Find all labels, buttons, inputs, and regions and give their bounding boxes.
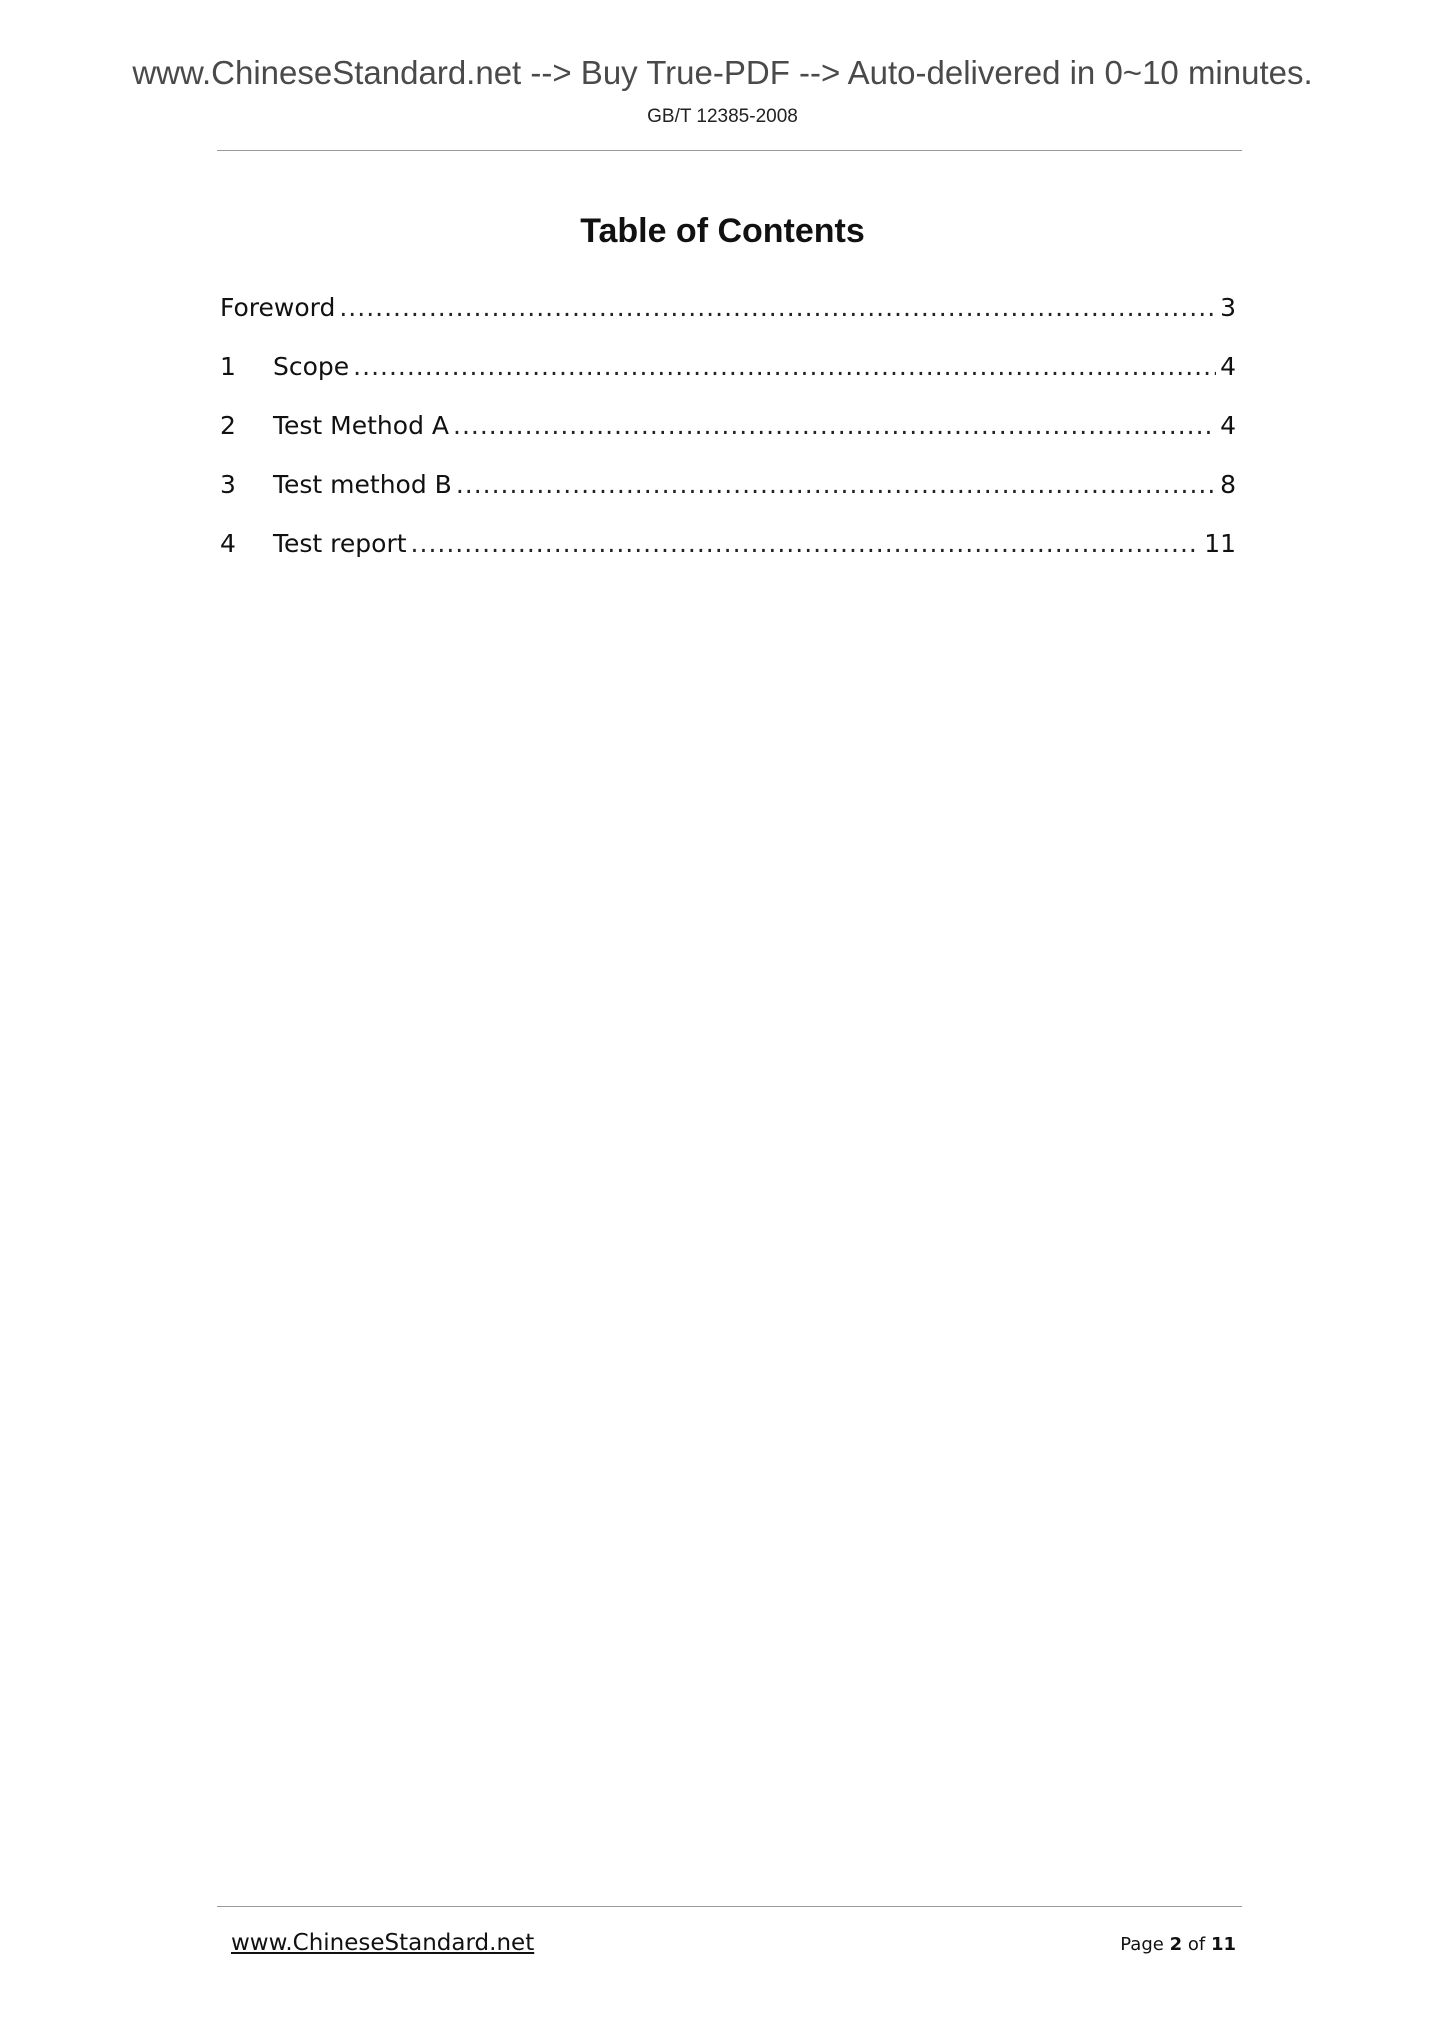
toc-title: Table of Contents bbox=[580, 212, 865, 250]
table-of-contents bbox=[220, 288, 1236, 583]
toc-leader-dots bbox=[453, 406, 1216, 446]
toc-entry-label: Foreword bbox=[220, 293, 336, 322]
toc-entry-number: 2 bbox=[220, 411, 236, 440]
source-banner: www.ChineseStandard.net --> Buy True-PDF --> Auto-delivered in 0~10 minutes. bbox=[132, 54, 1313, 91]
current-page-number: 2 bbox=[1169, 1934, 1183, 1955]
toc-entry-scope[interactable] bbox=[220, 347, 1236, 406]
toc-entry-number: 3 bbox=[220, 470, 236, 499]
toc-leader-dots bbox=[353, 347, 1216, 387]
toc-entry-number: 4 bbox=[220, 529, 236, 558]
toc-entry-page: 11 bbox=[1204, 529, 1236, 558]
toc-entry-page: 3 bbox=[1220, 293, 1236, 322]
toc-entry-label: Test method B bbox=[273, 470, 452, 499]
page-prefix: Page bbox=[1120, 1934, 1164, 1955]
toc-entry-page: 8 bbox=[1220, 470, 1236, 499]
footer-divider bbox=[217, 1906, 1242, 1907]
document-code: GB/T 12385-2008 bbox=[647, 106, 798, 127]
header-divider bbox=[217, 150, 1242, 151]
toc-entry-foreword[interactable] bbox=[220, 288, 1236, 347]
toc-entry-page: 4 bbox=[1220, 411, 1236, 440]
page-of-label: of bbox=[1187, 1934, 1206, 1955]
toc-entry-page: 4 bbox=[1220, 352, 1236, 381]
toc-leader-dots bbox=[456, 465, 1216, 505]
toc-leader-dots bbox=[411, 524, 1201, 564]
page-indicator bbox=[1120, 1934, 1236, 1955]
toc-entry-test-method-b[interactable] bbox=[220, 465, 1236, 524]
footer-website-link[interactable]: www.ChineseStandard.net bbox=[231, 1930, 535, 1956]
toc-entry-label: Test report bbox=[273, 529, 407, 558]
toc-entry-test-report[interactable] bbox=[220, 524, 1236, 583]
total-page-count: 11 bbox=[1210, 1934, 1236, 1955]
toc-leader-dots bbox=[339, 288, 1216, 328]
toc-entry-number: 1 bbox=[220, 352, 236, 381]
toc-entry-label: Scope bbox=[273, 352, 350, 381]
toc-entry-test-method-a[interactable] bbox=[220, 406, 1236, 465]
toc-entry-label: Test Method A bbox=[273, 411, 449, 440]
